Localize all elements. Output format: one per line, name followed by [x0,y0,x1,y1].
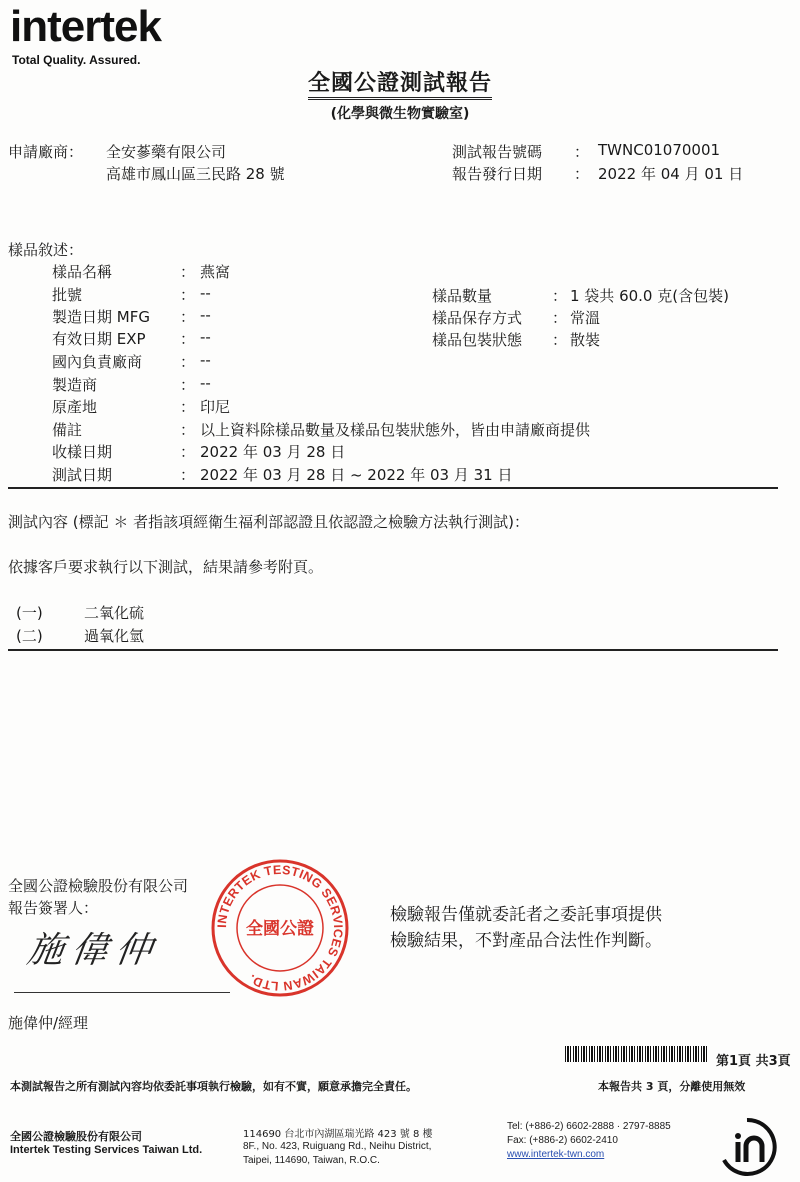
footer-tel: Tel: (+886-2) 6602-2888 · 2797-8885 [507,1121,671,1132]
footer-address-en-1: 8F., No. 423, Ruiguang Rd., Neihu District, [243,1141,432,1152]
report-number-label: 測試報告號碼 [452,143,543,161]
sample-value: 2022 年 03 月 28 日 [200,443,346,461]
intertek-in-logo-icon [716,1116,778,1178]
sample-label: 批號 [52,286,83,304]
sample-value: 以上資料除樣品數量及樣品包裝狀態外，皆由申請廠商提供 [200,421,591,439]
sample-value: -- [200,328,211,346]
sample-value: 印尼 [200,398,231,416]
sample-label: 製造商 [52,376,98,394]
sample-label: 原產地 [52,398,98,416]
barcode [565,1046,708,1062]
sample-colon: ： [180,443,196,461]
sample-value: 燕窩 [200,263,231,281]
liability-statement: 本測試報告之所有測試內容均依委託事項執行檢驗，如有不實，願意承擔完全責任。 [10,1080,417,1093]
sample-value: -- [200,351,211,369]
footer-company-en: Intertek Testing Services Taiwan Ltd. [10,1144,203,1156]
signer-name: 施偉仲/經理 [8,1014,89,1032]
sample-value: -- [200,306,211,324]
intertek-logo: intertek [10,2,161,51]
report-number: TWNC01070001 [598,141,721,159]
report-subtitle: (化學與微生物實驗室) [330,106,470,122]
test-item-number: (一) [16,604,43,622]
sample-right-value: 1 袋共 60.0 克(含包裝) [570,287,729,305]
sample-heading: 樣品敘述： [8,241,84,259]
footer-website-link[interactable]: www.intertek-twn.com [507,1149,605,1160]
report-title-text: 全國公證測試報告 [308,71,492,100]
logo-tagline: Total Quality. Assured. [12,53,141,67]
sample-label: 樣品名稱 [52,263,113,281]
sample-label: 備註 [52,421,83,439]
sample-value: -- [200,374,211,392]
sample-colon: ： [552,309,568,327]
issue-date-colon: ： [574,165,590,183]
sample-label: 有效日期 EXP [52,330,146,348]
sample-colon: ： [552,331,568,349]
signer-label: 報告簽署人： [8,899,99,917]
sample-label: 製造日期 MFG [52,308,150,326]
applicant-name: 全安蔘藥有限公司 [106,143,227,161]
sample-colon: ： [180,263,196,281]
seal-center-text: 全國公證 [246,919,314,939]
footer-company-zh: 全國公證檢驗股份有限公司 [10,1130,142,1143]
footer-address-en-2: Taipei, 114690, Taiwan, R.O.C. [243,1155,380,1166]
footer-address-zh: 114690 台北市內湖區瑞光路 423 號 8 樓 [243,1129,433,1140]
seal-ring-text: INTERTEK TESTING SERVICES TAIWAN LTD. [214,862,346,994]
sample-right-value: 常溫 [570,309,601,327]
signing-company: 全國公證檢驗股份有限公司 [8,877,189,895]
applicant-address: 高雄市鳳山區三民路 28 號 [106,165,285,183]
page-info: 第1頁 共3頁 [716,1054,791,1069]
applicant-label: 申請廠商： [8,143,84,161]
sample-right-label: 樣品數量 [432,287,493,305]
sample-colon: ： [180,398,196,416]
disclaimer-line-1: 檢驗報告僅就委託者之委託事項提供 [390,905,662,925]
sample-right-label: 樣品包裝狀態 [432,331,523,349]
sample-right-value: 散裝 [570,331,601,349]
sample-label: 收樣日期 [52,443,113,461]
sample-colon: ： [180,353,196,371]
sample-label: 測試日期 [52,466,113,484]
report-title [0,66,800,97]
sample-colon: ： [180,330,196,348]
test-basis-line: 依據客戶要求執行以下測試，結果請參考附頁。 [8,558,324,576]
sample-colon: ： [552,287,568,305]
report-number-colon: ： [574,143,590,161]
sample-colon: ： [180,308,196,326]
sample-value: 2022 年 03 月 28 日 ~ 2022 年 03 月 31 日 [200,466,513,484]
sample-value: -- [200,284,211,302]
divider [8,649,778,651]
pages-note: 本報告共 3 頁，分離使用無效 [598,1080,746,1093]
handwritten-signature: 施偉仲 [24,930,163,971]
sample-colon: ： [180,421,196,439]
sample-right-label: 樣品保存方式 [432,309,523,327]
sample-colon: ： [180,376,196,394]
test-item-name: 二氧化硫 [84,604,145,622]
company-seal [210,858,350,998]
disclaimer-line-2: 檢驗結果，不對產品合法性作判斷。 [390,931,662,951]
test-item-number: (二) [16,627,43,645]
issue-date: 2022 年 04 月 01 日 [598,165,744,183]
test-content-line: 測試內容 (標記 ＊ 者指該項經衛生福利部認證且依認證之檢驗方法執行測試)： [8,513,530,531]
footer-fax: Fax: (+886-2) 6602-2410 [507,1135,618,1146]
sample-colon: ： [180,286,196,304]
issue-date-label: 報告發行日期 [452,165,543,183]
signature-line [14,992,230,993]
sample-label: 國內負責廠商 [52,353,143,371]
test-item-name: 過氧化氫 [84,627,145,645]
divider [8,487,778,489]
sample-colon: ： [180,466,196,484]
